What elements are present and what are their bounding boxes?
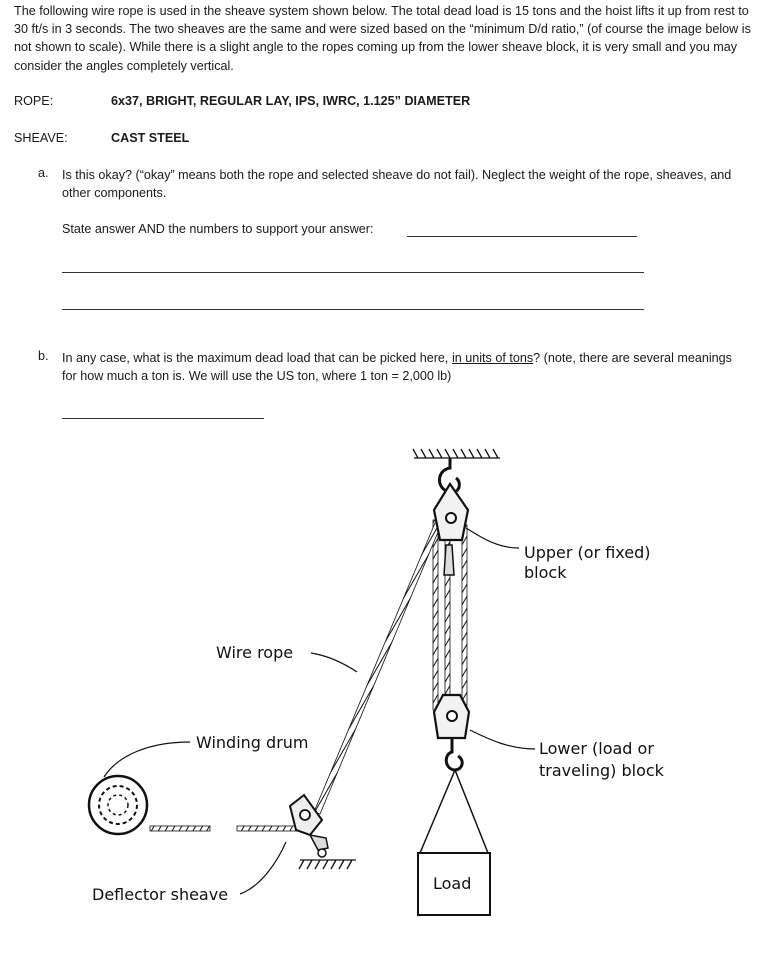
deflector-sheave-label: Deflector sheave [92,885,229,904]
question-a-letter: a. [38,166,49,180]
answer-line-a3[interactable] [62,309,644,310]
upper-block-leader [466,528,519,548]
lower-block-label-line2: traveling) block [539,761,664,780]
lower-block [434,695,469,738]
rope-value: 6x37, BRIGHT, REGULAR LAY, IPS, IWRC, 1.125” DIAMETER [111,94,471,108]
rope-fall-left [433,520,438,710]
sling-left [420,770,455,853]
answer-line-a1[interactable] [407,236,637,237]
question-b-text [62,349,742,385]
winding-drum-label: Winding drum [196,733,309,752]
support-prompt: State answer AND the numbers to support your answer: [62,222,374,236]
lower-block-leader [470,730,535,749]
hoist-sheave-diagram [0,430,764,957]
question-a-text: Is this okay? (“okay” means both the rope and selected sheave do not fail). Neglect the weight of the rope, sheaves, and other components. [62,168,732,201]
wire-rope-leader [311,653,357,672]
ceiling-support-icon [413,449,500,458]
floor-anchor-icon [299,860,356,869]
winding-drum-icon [89,776,147,834]
sheave-value: CAST STEEL [111,131,190,145]
answer-line-a2[interactable] [62,272,644,273]
question-b-text-start: In any case, what is the maximum dead load that can be picked here, [62,351,449,365]
question-b-text-end: ? (note, there are several meanings for how much a ton is. We will use the US ton, where 1 ton = 2,000 lb) [62,351,732,384]
rope-drum-segment [150,826,210,831]
lower-block-label-line1: Lower (load or [539,739,654,758]
wire-rope-label: Wire rope [216,643,294,662]
becket-icon [444,545,454,575]
diagonal-wire-rope [314,523,441,814]
winding-drum-leader [104,742,190,777]
intro-paragraph: The following wire rope is used in the sheave system shown below. The total dead load is 15 tons and the hoist lifts it up from rest to 30 ft/s in 3 seconds. The two sheaves are the same and were sized based on the “minimum D/d ratio,” (of course the image below is not shown to scale). While there is a slight angle to the ropes coming up from the lower sheave block, it is very small and you may consider the angles completely vertical. [14,4,751,73]
answer-line-b[interactable] [62,418,264,419]
deflector-sheave-leader [240,842,286,894]
upper-block [434,484,468,540]
sling-right [455,770,488,853]
load-label: Load [433,874,472,893]
question-b-letter: b. [38,349,49,363]
upper-block-label-line1: Upper (or fixed) [524,543,651,562]
rope-label: ROPE: [14,94,54,108]
rope-deflector-segment [237,826,297,831]
rope-fall-right [462,525,467,710]
lower-hook-icon [446,738,462,770]
upper-block-label-line2: block [524,563,567,582]
question-b-underlined: in units of tons [451,351,534,365]
sheave-label: SHEAVE: [14,131,68,145]
